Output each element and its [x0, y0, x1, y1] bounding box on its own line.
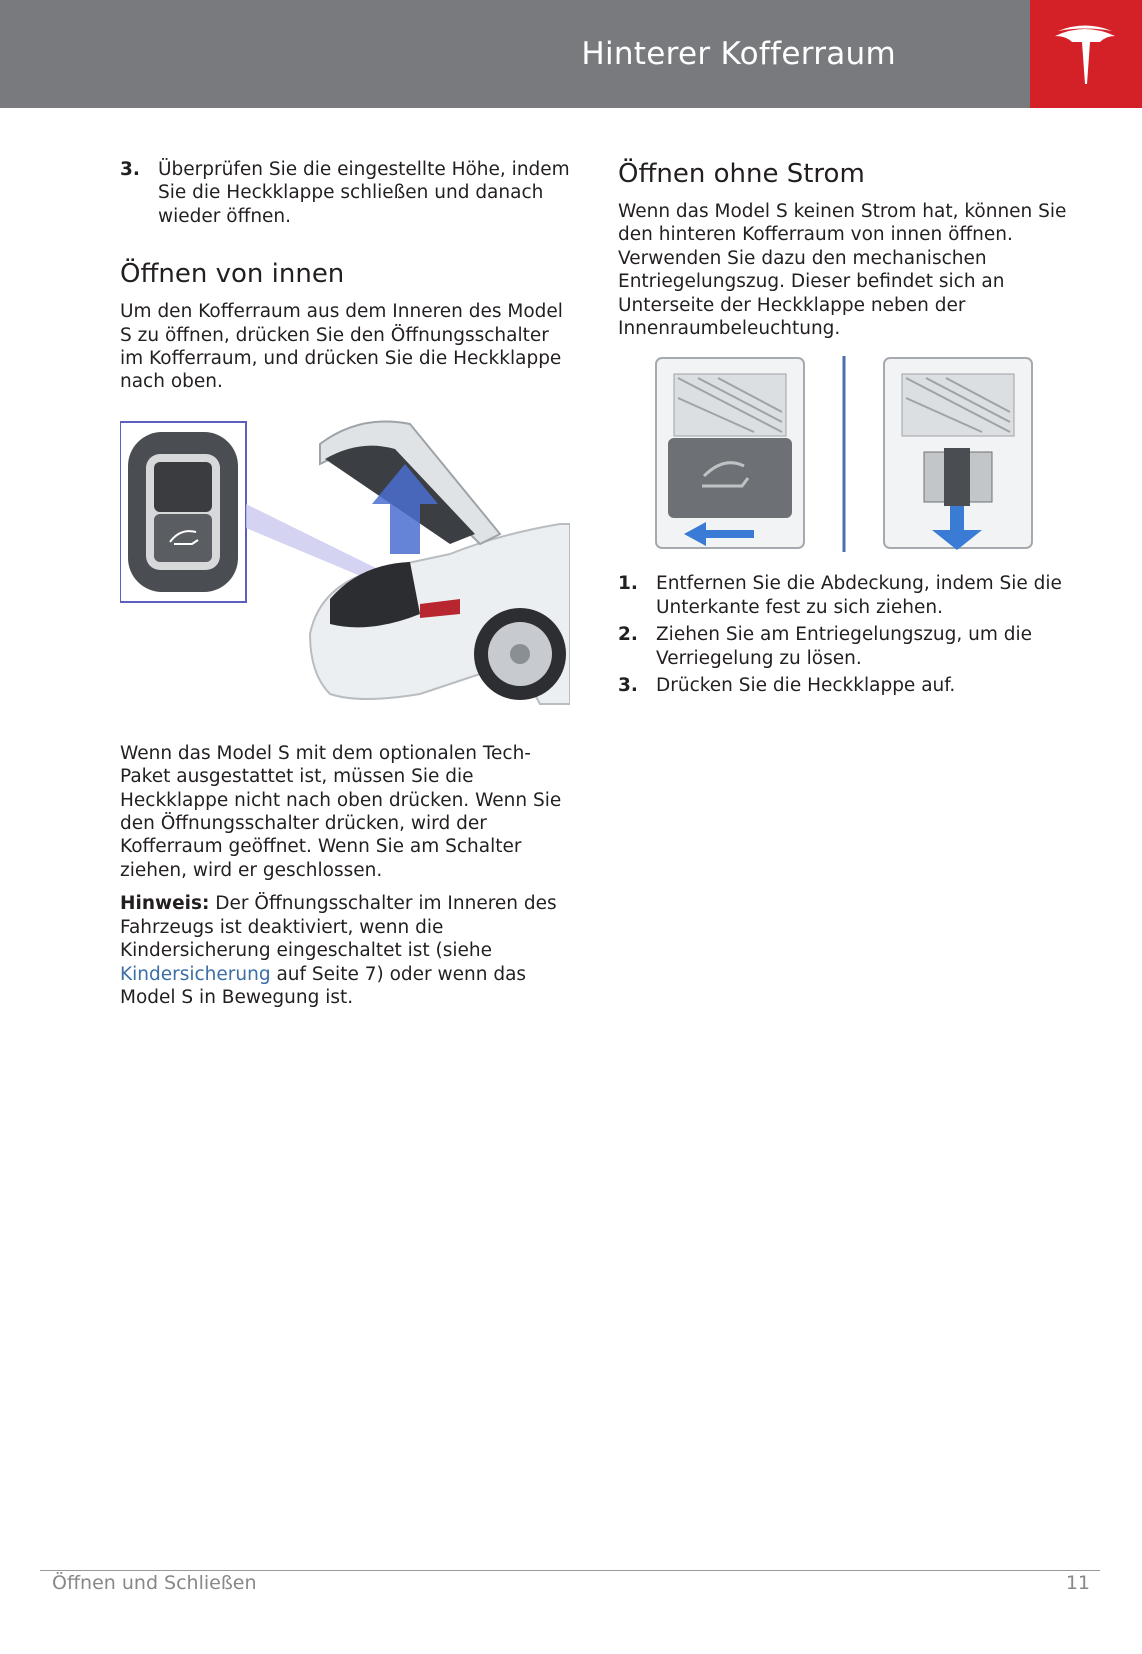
list-text: Drücken Sie die Heckklappe auf.: [656, 675, 956, 697]
list-text: Entfernen Sie die Abdeckung, indem Sie die Unterkante fest zu sich ziehen.: [656, 573, 1062, 618]
list-item: [618, 623, 1068, 670]
list-number: 3.: [120, 159, 140, 180]
release-illustration: [654, 356, 1034, 556]
right-column: [618, 158, 1068, 697]
list-item: [120, 158, 570, 228]
tech-package-paragraph: Wenn das Model S mit dem optionalen Tech-Paket ausgestattet ist, müssen Sie die Heckklappe nicht nach oben drücken. Wenn Sie den Öffnungsschalter drücken, wird der Kofferraum geöffnet. Wenn Sie am Schalter ziehen, wird er geschlossen.: [120, 742, 562, 881]
section-heading: Öffnen ohne Strom: [618, 159, 865, 189]
list-number: 1.: [618, 573, 638, 595]
intro-paragraph: Um den Kofferraum aus dem Inneren des Model S zu öffnen, drücken Sie den Öffnungsschalter im Kofferraum, und drücken Sie die Heckklappe nach oben.: [120, 301, 563, 393]
brand-logo-box: [1030, 0, 1142, 108]
note-text-1: Der Öffnungsschalter im Inneren des Fahrzeugs ist deaktiviert, wenn die Kindersicherung eingeschaltet ist (siehe: [120, 893, 557, 962]
header-bar: [0, 0, 1030, 108]
list-item: [618, 674, 1068, 697]
manual-release-image: [654, 356, 1034, 556]
intro-paragraph: Wenn das Model S keinen Strom hat, können Sie den hinteren Kofferraum von innen öffnen. Verwenden Sie dazu den mechanischen Entriegelungszug. Dieser befindet sich an Unterseite der Heckklappe neben der Innenraumbeleuchtung.: [618, 201, 1067, 340]
list-number: 2.: [618, 624, 638, 646]
section-heading: Öffnen von innen: [120, 259, 345, 290]
note-text-2: auf Seite 7) oder wenn das Model S in Bewegung ist.: [120, 963, 527, 1008]
footer-section: Öffnen und Schließen: [52, 1572, 257, 1594]
note-label: Hinweis:: [120, 893, 210, 915]
page-number: 11: [1065, 1572, 1090, 1594]
trunk-illustration: [120, 404, 570, 724]
list-item: [618, 572, 1068, 619]
left-column: [120, 158, 570, 1009]
list-text: Ziehen Sie am Entriegelungszug, um die Verriegelung zu lösen.: [656, 624, 1033, 669]
footer-divider: [40, 1570, 1100, 1571]
kindersicherung-link[interactable]: Kindersicherung: [120, 963, 271, 985]
list-number: 3.: [618, 675, 638, 697]
list-text: Überprüfen Sie die eingestellte Höhe, indem Sie die Heckklappe schließen und danach wieder öffnen.: [158, 159, 570, 227]
release-steps-list: [618, 572, 1068, 697]
tesla-logo-icon: [1030, 0, 1142, 108]
trunk-switch-car-image: [120, 404, 570, 724]
page-title: Hinterer Kofferraum: [581, 36, 896, 72]
note-paragraph: [120, 892, 570, 1009]
